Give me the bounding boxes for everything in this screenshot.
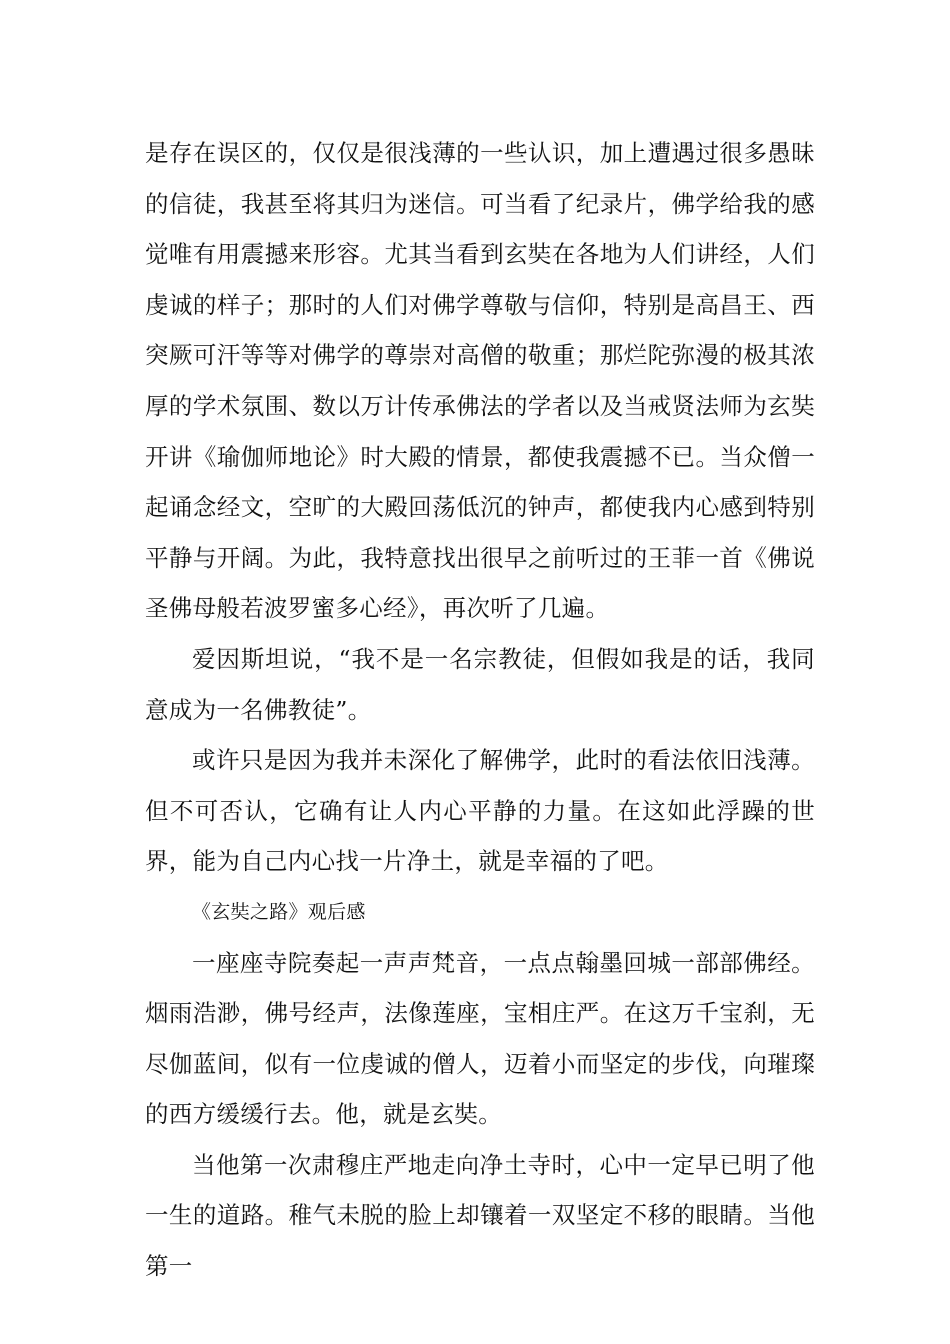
paragraph-einstein-quote: 爱因斯坦说，“我不是一名宗教徒，但假如我是的话，我同意成为一名佛教徒”。: [145, 644, 815, 724]
paragraph-xuanzang-first: 当他第一次肃穆庄严地走向净土寺时，心中一定早已明了他一生的道路。稚气未脱的脸上却镶着一双坚定不移的眼睛。当他第一: [145, 1150, 815, 1281]
paragraph-continuation: 是存在误区的，仅仅是很浅薄的一些认识，加上遭遇过很多愚昧的信徒，我甚至将其归为迷信。可当看了纪录片，佛学给我的感觉唯有用震撼来形容。尤其当看到玄奘在各地为人们讲经，人们虔诚的样子；那时的人们对佛学尊敬与信仰，特别是高昌王、西突厥可汗等等对佛学的尊崇对高僧的敬重；那烂陀弥漫的极其浓厚的学术氛围、数以万计传承佛法的学者以及当戒贤法师为玄奘开讲《瑜伽师地论》时大殿的情景，都使我震撼不已。当众僧一起诵念经文，空旷的大殿回荡低沉的钟声，都使我内心感到特别平静与开阔。为此，我特意找出很早之前听过的王菲一首《佛说圣佛母般若波罗蜜多心经》，再次听了几遍。: [145, 139, 815, 623]
section-heading: 《玄奘之路》观后感: [192, 900, 366, 923]
body-text: [145, 128, 815, 1292]
paragraph-temples: 一座座寺院奏起一声声梵音，一点点翰墨回城一部部佛经。烟雨浩渺，佛号经声，法像莲座，宝相庄严。在这万千宝刹，无尽伽蓝间，似有一位虔诚的僧人，迈着小而坚定的步伐，向璀璨的西方缓缓行去。他，就是玄奘。: [145, 948, 815, 1129]
paragraph-reflection: 或许只是因为我并未深化了解佛学，此时的看法依旧浅薄。但不可否认，它确有让人内心平静的力量。在这如此浮躁的世界，能为自己内心找一片净土，就是幸福的了吧。: [145, 746, 815, 876]
